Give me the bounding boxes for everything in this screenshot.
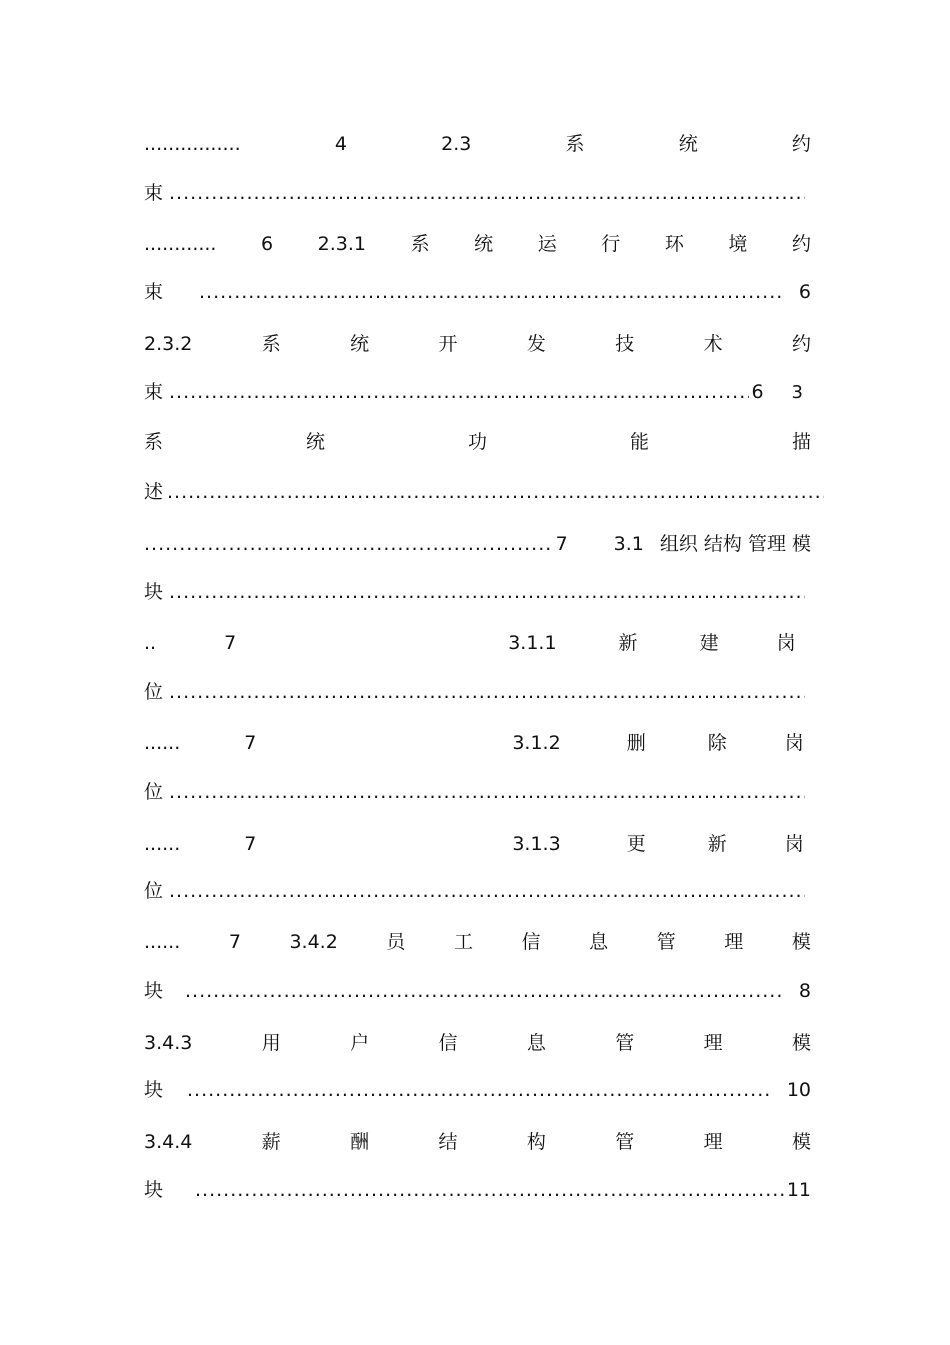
toc-line-7 [144,428,811,456]
toc-page-number: 6 [798,281,811,303]
toc-line-12 [144,678,811,706]
toc-section-number: 3 [791,382,803,403]
toc-section-number: 3.1 [613,533,644,555]
toc-leader-dots: .. [144,632,157,654]
toc-char: 行 [601,233,621,255]
toc-page-number: 8 [798,980,811,1002]
toc-line-15 [144,830,811,858]
toc-line-13 [144,729,811,757]
toc-line-8 [144,478,824,506]
toc-char: 统 [350,333,370,355]
toc-char: 新 [707,833,727,855]
toc-char: 员 [386,931,406,953]
toc-section-number: 2.3 [441,133,472,155]
toc-page-number: 10 [786,1079,811,1101]
toc-char: 结 [438,1131,458,1153]
toc-char: 新 [618,632,638,654]
toc-section-number: 2.3.2 [144,333,193,355]
toc-char: 位 [144,781,164,803]
toc-line-20 [144,1076,811,1104]
toc-char: 除 [707,732,727,754]
toc-char: 构 [526,1131,546,1153]
toc-char: 模 [791,1032,811,1054]
toc-line-22 [144,1176,811,1204]
toc-char: 息 [589,931,609,953]
toc-page-number: 7 [224,632,237,654]
toc-char: 运 [537,233,557,255]
toc-leader [169,678,805,706]
toc-char: 块 [144,581,164,603]
toc-char: 息 [526,1032,546,1054]
toc-line-21 [144,1128,811,1156]
toc-char: 开 [438,333,458,355]
toc-char: 管 [656,931,676,953]
toc-char: 系 [261,333,281,355]
toc-char: 统 [474,233,494,255]
toc-char: 位 [144,880,164,902]
toc-section-number: 3.4.2 [289,931,338,953]
toc-page-number: 7 [228,931,241,953]
toc-char: 束 [144,182,164,204]
toc-char: 岗 [784,732,804,754]
toc-leader [185,977,785,1005]
toc-line-19 [144,1029,811,1057]
toc-leader [167,478,824,506]
toc-page-number: 4 [334,133,347,155]
toc-char: 模 [791,931,811,953]
toc-char: 信 [521,931,541,953]
toc-char: 更 [626,833,646,855]
toc-leader [169,778,805,806]
toc-char: 理 [724,931,744,953]
toc-line-17 [144,928,811,956]
toc-title: 组织 结构 管理 模 [659,533,811,555]
toc-char: 束 [144,281,164,303]
toc-section-number: 3.4.3 [144,1032,193,1054]
toc-line-3 [144,230,811,258]
toc-char: 位 [144,681,164,703]
toc-leader-dots: ...... [144,732,181,754]
toc-char: 发 [526,333,546,355]
toc-char: 块 [144,1079,164,1101]
toc-leader-dots: ............ [144,233,217,255]
toc-section-number: 3.1.3 [512,833,561,855]
toc-char: 统 [305,431,325,453]
toc-char: 约 [791,333,811,355]
toc-line-11 [144,629,811,657]
toc-line-18 [144,977,811,1005]
toc-leader [187,1076,773,1104]
toc-leader-dots: ...... [144,833,181,855]
toc-leader [169,179,805,207]
toc-line-1 [144,130,811,158]
toc-char: 系 [144,431,164,453]
toc-line-10 [144,578,811,606]
toc-line-2 [144,179,811,207]
toc-leader-dots: ................ [144,133,241,155]
toc-leader [169,378,749,406]
toc-leader [169,578,805,606]
toc-char: 酬 [350,1131,370,1153]
toc-char: 模 [791,1131,811,1153]
toc-line-6 [144,378,811,406]
toc-leader [144,530,550,558]
toc-char: 功 [467,431,487,453]
toc-leader [199,278,785,306]
toc-char: 能 [629,431,649,453]
toc-page-number: 7 [244,833,257,855]
toc-leader [169,877,805,905]
toc-char: 系 [410,233,430,255]
toc-char: 术 [703,333,723,355]
toc-char: 管 [615,1032,635,1054]
toc-section-number: 3.1.2 [512,732,561,754]
toc-section-number: 3.1.1 [508,632,557,654]
toc-page-number: 7 [555,533,568,555]
toc-char: 统 [678,133,698,155]
toc-page-number: 6 [261,233,274,255]
toc-section-number: 3.4.4 [144,1131,193,1153]
toc-char: 描 [791,431,811,453]
toc-char: 管 [615,1131,635,1153]
toc-char: 理 [703,1131,723,1153]
toc-leader [195,1176,787,1204]
toc-char: 岗 [776,632,796,654]
toc-section-number: 2.3.1 [317,233,367,255]
toc-char: 境 [728,233,748,255]
toc-page-number: 11 [786,1179,811,1201]
toc-line-5 [144,330,811,358]
toc-page-number: 7 [244,732,257,754]
toc-char: 环 [664,233,684,255]
toc-char: 块 [144,1179,164,1201]
toc-char: 束 [144,381,164,403]
toc-page-number: 6 [751,381,764,403]
toc-line-14 [144,778,811,806]
toc-char: 建 [699,632,719,654]
toc-char: 删 [626,732,646,754]
toc-char: 约 [791,133,811,155]
toc-char: 述 [144,481,164,503]
toc-char: 户 [350,1032,370,1054]
toc-line-9 [144,530,811,558]
toc-char: 薪 [261,1131,281,1153]
toc-char: 约 [791,233,811,255]
toc-char: 用 [261,1032,281,1054]
toc-line-4 [144,278,811,306]
toc-char: 块 [144,980,164,1002]
toc-char: 理 [703,1032,723,1054]
toc-char: 技 [615,333,635,355]
toc-leader-dots: ...... [144,931,181,953]
toc-char: 信 [438,1032,458,1054]
toc-char: 工 [453,931,473,953]
toc-line-16 [144,877,811,905]
toc-char: 岗 [784,833,804,855]
toc-char: 系 [565,133,585,155]
